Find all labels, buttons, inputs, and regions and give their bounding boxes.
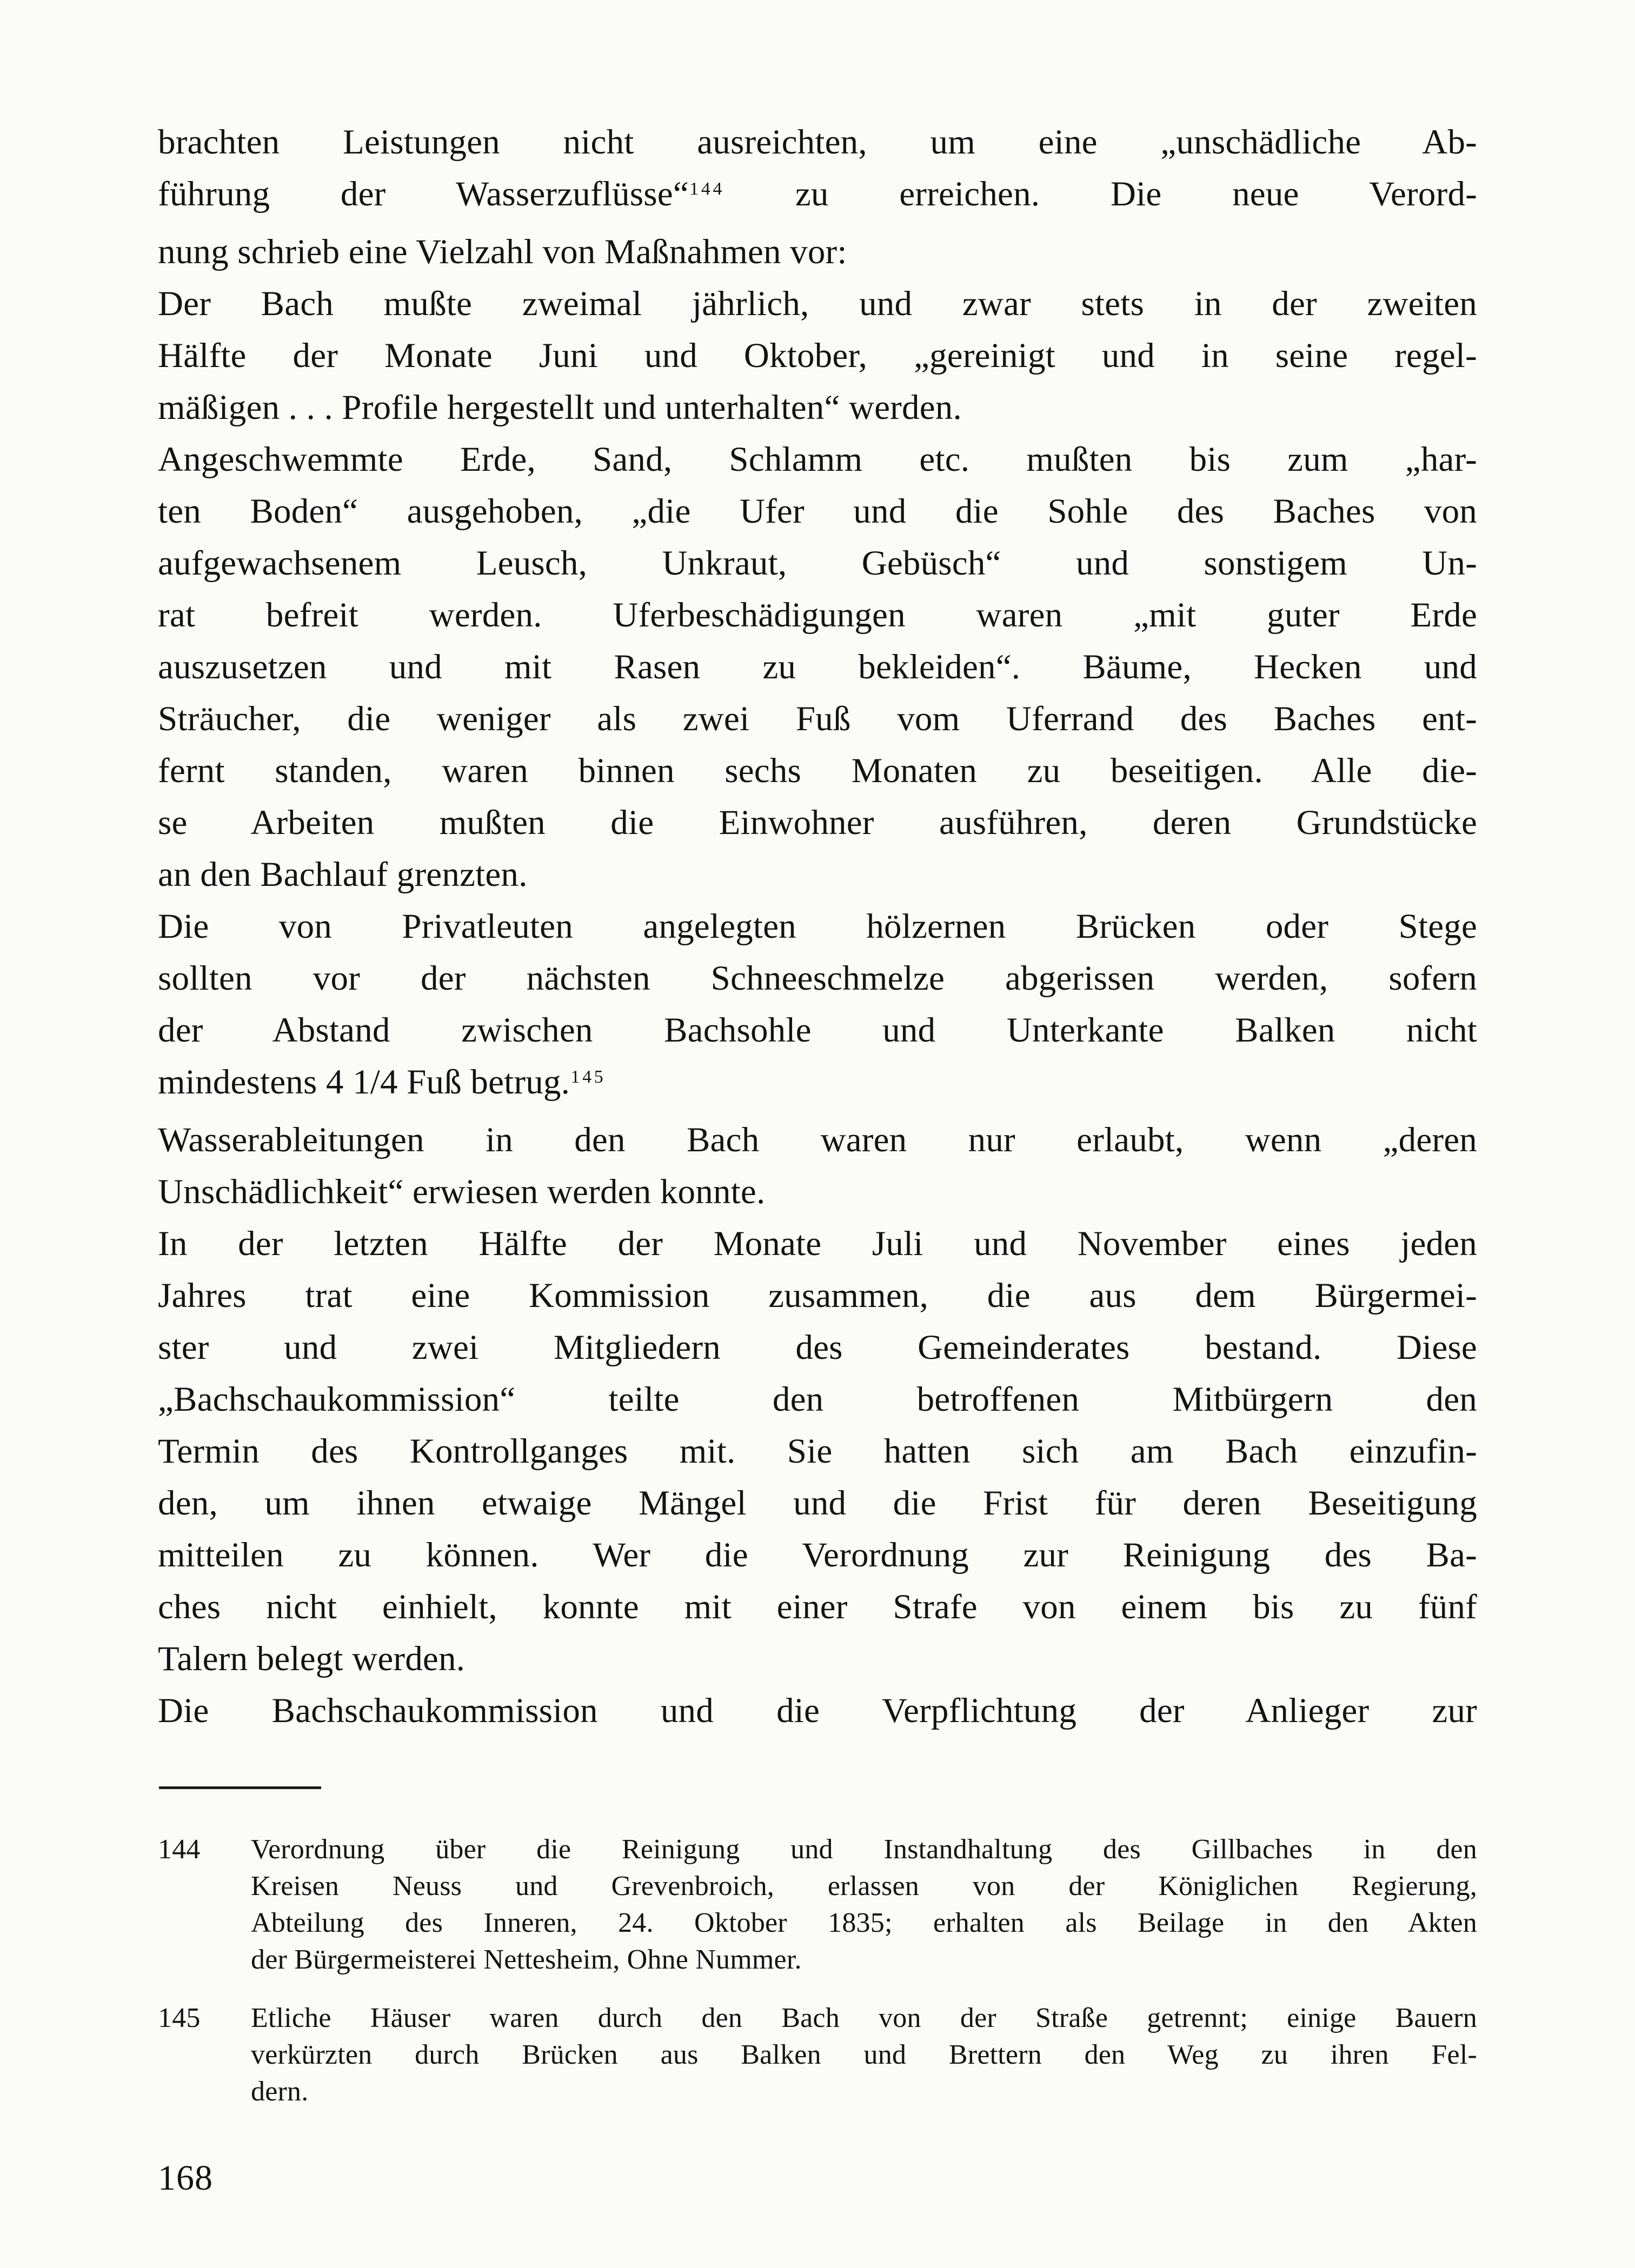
- text-line: Abteilung des Inneren, 24. Oktober 1835; erhalten als Beilage in den Akten: [251, 1907, 1477, 1938]
- text-line: Wasserableitungen in den Bach waren nur erlaubt, wenn „deren: [158, 1120, 1477, 1159]
- footnote-text: [251, 2000, 1477, 2110]
- text-line: Angeschwemmte Erde, Sand, Schlamm etc. mußten bis zum „har-: [158, 440, 1477, 479]
- text-line: an den Bachlauf grenzten.: [158, 855, 528, 894]
- text-line: rat befreit werden. Uferbeschädigungen waren „mit guter Erde: [158, 596, 1477, 635]
- footnote-separator: [159, 1786, 321, 1789]
- text-line: ches nicht einhielt, konnte mit einer Strafe von einem bis zu fünf: [158, 1587, 1477, 1626]
- text-line: mindestens 4 1/4 Fuß betrug.$^{145}$: [158, 1063, 606, 1102]
- text-line: auszusetzen und mit Rasen zu bekleiden“. Bäume, Hecken und: [158, 648, 1477, 686]
- text-line: den, um ihnen etwaige Mängel und die Frist für deren Beseitigung: [158, 1484, 1477, 1523]
- text-line: fernt standen, waren binnen sechs Monaten zu beseitigen. Alle die-: [158, 751, 1477, 790]
- text-line: der Abstand zwischen Bachsohle und Unterkante Balken nicht: [158, 1011, 1477, 1050]
- footnote-text: [251, 1831, 1477, 1978]
- footnote-number: 145: [158, 2003, 201, 2033]
- text-line: nung schrieb eine Vielzahl von Maßnahmen vor:: [158, 232, 847, 271]
- footnote: [158, 1831, 1477, 1978]
- text-line: Termin des Kontrollganges mit. Sie hatten sich am Bach einzufin-: [158, 1432, 1477, 1471]
- text-line: Verordnung über die Reinigung und Instandhaltung des Gillbaches in den: [251, 1834, 1477, 1865]
- text-line: Sträucher, die weniger als zwei Fuß vom Uferrand des Baches ent-: [158, 699, 1477, 738]
- text-line: aufgewachsenem Leusch, Unkraut, Gebüsch“ und sonstigem Un-: [158, 544, 1477, 583]
- footnote-ref: 144: [689, 179, 725, 199]
- text-line: Die Bachschaukommission und die Verpflichtung der Anlieger zur: [158, 1691, 1477, 1730]
- text-line: Talern belegt werden.: [158, 1639, 466, 1678]
- text-line: Der Bach mußte zweimal jährlich, und zwar stets in der zweiten: [158, 284, 1477, 323]
- body-text: [158, 116, 1477, 1737]
- text-line: führung der Wasserzuflüsse“$^{144}$ zu erreichen. Die neue Verord-: [158, 175, 1477, 214]
- page-number: 168: [158, 2158, 213, 2198]
- text-line: Die von Privatleuten angelegten hölzernen Brücken oder Stege: [158, 907, 1477, 946]
- text-line: se Arbeiten mußten die Einwohner ausführen, deren Grundstücke: [158, 803, 1477, 842]
- text-line: Hälfte der Monate Juni und Oktober, „gereinigt und in seine regel-: [158, 336, 1477, 375]
- text-line: dern.: [251, 2076, 309, 2107]
- text-line: der Bürgermeisterei Nettesheim, Ohne Nummer.: [251, 1944, 802, 1975]
- text-line: mäßigen . . . Profile hergestellt und unterhalten“ werden.: [158, 388, 962, 427]
- text-line: ster und zwei Mitgliedern des Gemeinderates bestand. Diese: [158, 1328, 1477, 1367]
- text-line: Unschädlichkeit“ erwiesen werden konnte.: [158, 1172, 766, 1211]
- footnote-number: 144: [158, 1834, 201, 1865]
- text-line: sollten vor der nächsten Schneeschmelze abgerissen werden, sofern: [158, 959, 1477, 998]
- footnote: [158, 2000, 1477, 2110]
- text-line: ten Boden“ ausgehoben, „die Ufer und die Sohle des Baches von: [158, 492, 1477, 531]
- footnote-ref: 145: [570, 1067, 606, 1088]
- footnotes: [158, 1831, 1477, 2110]
- text-line: verkürzten durch Brücken aus Balken und Brettern den Weg zu ihren Fel-: [251, 2039, 1477, 2070]
- text-line: Etliche Häuser waren durch den Bach von der Straße getrennt; einige Bauern: [251, 2003, 1477, 2033]
- text-line: mitteilen zu können. Wer die Verordnung zur Reinigung des Ba-: [158, 1536, 1477, 1575]
- text-line: Jahres trat eine Kommission zusammen, die aus dem Bürgermei-: [158, 1276, 1477, 1315]
- text-line: In der letzten Hälfte der Monate Juli und November eines jeden: [158, 1224, 1477, 1263]
- text-line: Kreisen Neuss und Grevenbroich, erlassen von der Königlichen Regierung,: [251, 1871, 1477, 1902]
- text-line: „Bachschaukommission“ teilte den betroffenen Mitbürgern den: [158, 1380, 1477, 1419]
- text-line: brachten Leistungen nicht ausreichten, um eine „unschädliche Ab-: [158, 123, 1477, 162]
